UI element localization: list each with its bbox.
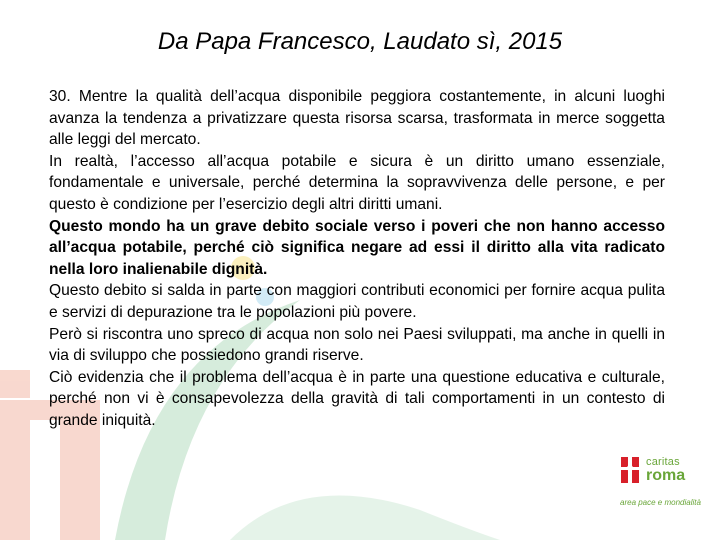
- body-text: [49, 86, 665, 432]
- paragraph-4: Questo debito si salda in parte con maggiori contributi economici per fornire acqua pulita e servizi di depurazione tra le popolazioni più povere.: [49, 282, 665, 321]
- paragraph-2: In realtà, l’accesso all’acqua potabile e sicura è un diritto umano essenziale, fondamentale e universale, perché determina la sopravvivenza delle persone, e per questo è condizione per l’esercizio degli altri diritti umani.: [49, 152, 665, 213]
- paragraph-6: Ciò evidenzia che il problema dell’acqua è in parte una questione educativa e culturale, perché non vi è consapevolezza della gravità di tali comportamenti in un contesto di grande iniquità.: [49, 368, 665, 429]
- paragraph-5: Però si riscontra uno spreco di acqua non solo nei Paesi sviluppati, ma anche in quelli in via di sviluppo che possiedono grandi riserve.: [49, 325, 665, 365]
- paragraph-1: 30. Mentre la qualità dell’acqua disponibile peggiora costantemente, in alcuni luoghi avanza la tendenza a privatizzare questa risorsa scarsa, trasformata in merce soggetta alle leggi del mercato.: [49, 88, 665, 149]
- slide-title: Da Papa Francesco, Laudato sì, 2015: [157, 28, 563, 55]
- green-wave-shape: [230, 495, 500, 540]
- caritas-roma-logo: [618, 450, 718, 515]
- logo-tagline: area pace e mondialità: [620, 498, 701, 507]
- caritas-cross-icon: [618, 455, 644, 485]
- logo-word-roma: roma: [646, 467, 686, 484]
- paragraph-3-bold: Questo mondo ha un grave debito sociale verso i poveri che non hanno accesso all’acqua potabile, perché ciò significa negare ad essi il diritto alla vita radicato nella loro inalienabile dignità.: [49, 217, 665, 278]
- logo-word-caritas: caritas: [646, 456, 680, 468]
